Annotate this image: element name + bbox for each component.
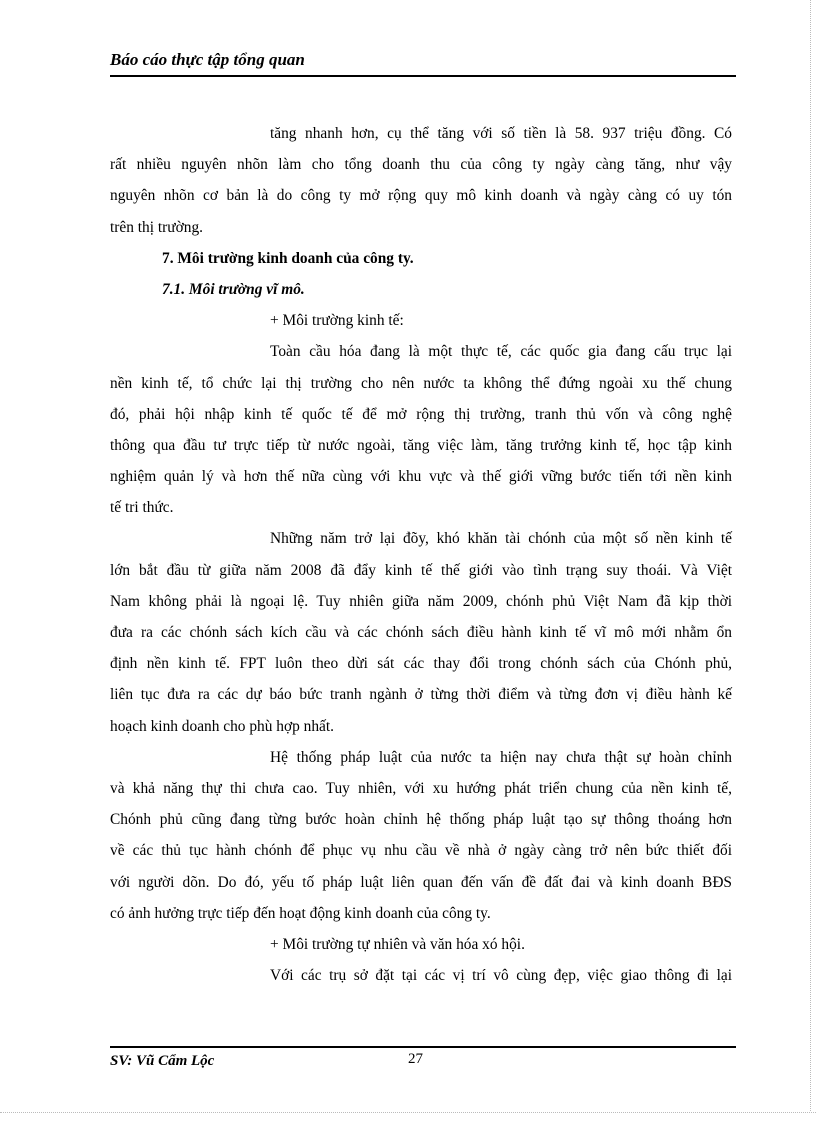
text-line: liên tục đưa ra các dự báo bức tranh ngành ở từng thời điểm và từng đơn vị điều hành kế bbox=[110, 686, 732, 704]
header-title: Báo cáo thực tập tổng quan bbox=[110, 50, 305, 69]
text-line: nền kinh tế, tổ chức lại thị trường cho nên nước ta không thể đứng ngoài xu thế chung bbox=[110, 374, 732, 392]
text-line: với người dõn. Do đó, yếu tố pháp luật liên quan đến vấn đề đất đai và kinh doanh BĐS bbox=[110, 873, 732, 891]
document-body bbox=[110, 118, 732, 991]
text-line: có ảnh hưởng trực tiếp đến hoạt động kinh doanh của công ty. bbox=[110, 904, 491, 922]
page-edge-right bbox=[810, 0, 811, 1111]
page-number: 27 bbox=[408, 1051, 423, 1067]
text-line: Nam không phải là ngoại lệ. Tuy nhiên giữa năm 2009, chónh phủ Việt Nam đã kịp thời bbox=[110, 592, 732, 610]
text-line: Với các trụ sở đặt tại các vị trí vô cùng đẹp, việc giao thông đi lại bbox=[270, 967, 732, 985]
footer-rule bbox=[110, 1046, 736, 1048]
text-line: rất nhiều nguyên nhõn làm cho tổng doanh thu của công ty ngày càng tăng, như vậy bbox=[110, 156, 732, 174]
text-line: tế tri thức. bbox=[110, 499, 174, 517]
text-line: trên thị trường. bbox=[110, 218, 203, 236]
text-line: và khả năng thự thi chưa cao. Tuy nhiên, với xu hướng phát triển chung của nền kinh tế, bbox=[110, 779, 732, 797]
text-line: nguyên nhõn cơ bản là do công ty mở rộng quy mô kinh doanh và ngày càng có uy tón bbox=[110, 187, 732, 205]
text-line: tăng nhanh hơn, cụ thể tăng với số tiền là 58. 937 triệu đồng. Có bbox=[270, 125, 732, 142]
bullet-heading: + Môi trường kinh tế: bbox=[270, 312, 404, 330]
page-edge-bottom bbox=[0, 1112, 816, 1113]
text-line: nghiệm quản lý và hơn thế nữa cùng với khu vực và thế giới vững bước tiến tới nền kinh bbox=[110, 468, 732, 486]
text-line: thông qua đầu tư trực tiếp từ nước ngoài, tăng việc làm, tăng trưởng kinh tế, học tập kinh bbox=[110, 436, 732, 454]
text-line: Toàn cầu hóa đang là một thực tế, các quốc gia đang cấu trục lại bbox=[270, 343, 732, 361]
section-heading: 7. Môi trường kinh doanh của công ty. bbox=[162, 249, 414, 267]
text-line: Hệ thống pháp luật của nước ta hiện nay chưa thật sự hoàn chỉnh bbox=[270, 748, 732, 766]
text-line: đưa ra các chónh sách kích cầu và các chónh sách điều hành kinh tế vĩ mô mới nhằm ổn bbox=[110, 624, 732, 641]
text-line: Chónh phủ cũng đang từng bước hoàn chỉnh hệ thống pháp luật tạo sự thông thoáng hơn bbox=[110, 811, 732, 829]
text-line: Những năm trở lại đõy, khó khăn tài chónh của một số nền kinh tế bbox=[270, 530, 732, 548]
footer-student-name: SV: Vũ Cẩm Lộc bbox=[110, 1053, 215, 1069]
text-line: về các thủ tục hành chónh để phục vụ nhu cầu về nhà ở ngày càng trở nên bức thiết đối bbox=[110, 842, 732, 860]
subsection-heading: 7.1. Môi trường vĩ mô. bbox=[162, 280, 305, 298]
page-header bbox=[110, 48, 736, 72]
header-rule bbox=[110, 75, 736, 77]
text-line: định nền kinh tế. FPT luôn theo dừi sát các thay đổi trong chónh sách của Chónh phủ, bbox=[110, 655, 732, 673]
text-line: lớn bắt đầu từ giữa năm 2008 đã đẩy kinh tế thế giới vào tình trạng suy thoái. Và Việt bbox=[110, 561, 732, 579]
text-line: hoạch kinh doanh cho phù hợp nhất. bbox=[110, 717, 334, 735]
text-line: đó, phải hội nhập kinh tế quốc tế để mở rộng thị trường, tranh thủ vốn và công nghệ bbox=[110, 405, 732, 423]
bullet-heading: + Môi trường tự nhiên và văn hóa xó hội. bbox=[270, 935, 525, 953]
